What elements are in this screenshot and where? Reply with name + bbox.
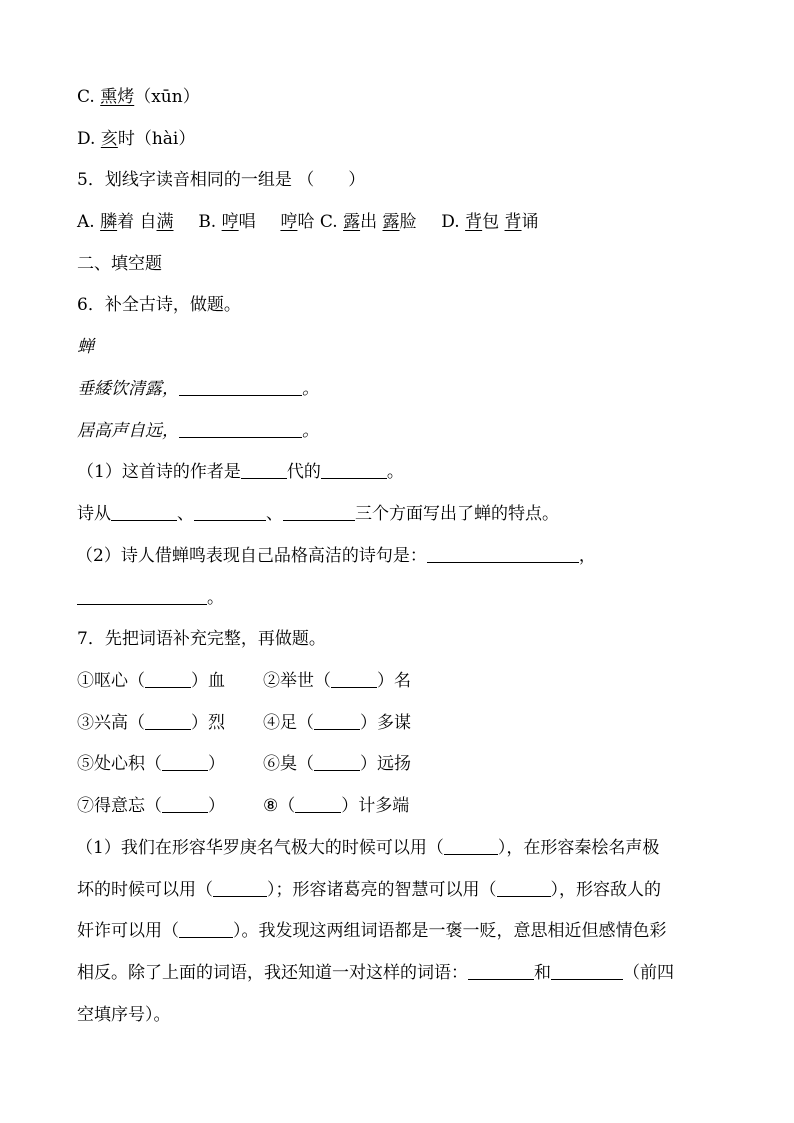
- q7-para-line-1: （1）我们在形容华罗庚名气极大的时候可以用（ ），在形容秦桧名声极: [76, 838, 660, 858]
- idiom-blank-4[interactable]: [314, 713, 360, 730]
- para-blank-4[interactable]: [179, 921, 233, 938]
- q6-sub1-line2: 诗从 、 、 三个方面写出了蝉的特点。: [77, 504, 559, 524]
- para-blank-1[interactable]: [444, 838, 498, 855]
- q7-para-line-4: 相反。除了上面的词语，我还知道一对这样的词语： 和 （前四: [77, 963, 674, 983]
- q7-row-4b: ⑧（ ）计多端: [263, 796, 410, 816]
- verse-blank-2[interactable]: [77, 588, 207, 605]
- idiom-blank-7[interactable]: [162, 796, 208, 813]
- idiom-blank-5[interactable]: [162, 754, 208, 771]
- q6-sub2: （2）诗人借蝉鸣表现自己品格高洁的诗句是： ，: [76, 546, 596, 566]
- poem-line-2: 居高声自远， 。: [77, 421, 319, 441]
- para-blank-2[interactable]: [213, 880, 267, 897]
- q7-stem: 7．先把词语补充完整，再做题。: [77, 629, 326, 649]
- section-title: 二、填空题: [77, 254, 162, 274]
- poem-blank-2[interactable]: [179, 421, 302, 438]
- author-blank[interactable]: [321, 462, 387, 479]
- verse-blank-1[interactable]: [427, 546, 579, 563]
- idiom-blank-1[interactable]: [145, 671, 191, 688]
- q4-option-c: C. 熏烤（xūn）: [77, 87, 200, 107]
- q7-row-1: ①呕心（ ）血: [77, 671, 225, 691]
- poem-title: 蝉: [77, 337, 94, 357]
- para-blank-3[interactable]: [497, 880, 551, 897]
- q7-row-2: ③兴高（ ）烈: [77, 713, 225, 733]
- aspect-blank-2[interactable]: [194, 504, 266, 521]
- q7-para-line-3: 奸诈可以用（ ）。我发现这两组词语都是一褒一贬，意思相近但感情色彩: [77, 921, 667, 941]
- idiom-blank-6[interactable]: [314, 754, 360, 771]
- idiom-blank-8[interactable]: [295, 796, 341, 813]
- q7-row-4: ⑦得意忘（ ）: [77, 796, 225, 816]
- q7-row-3b: ⑥臭（ ）远扬: [263, 754, 411, 774]
- q4-option-d: D. 亥时（hài）: [77, 129, 196, 149]
- q7-para-line-2: 坏的时候可以用（ ）；形容诸葛亮的智慧可以用（ ），形容敌人的: [77, 880, 661, 900]
- q6-stem: 6．补全古诗，做题。: [77, 295, 241, 315]
- q7-row-3: ⑤处心积（ ）: [77, 754, 225, 774]
- aspect-blank-1[interactable]: [111, 504, 177, 521]
- q5-options: A. 膦着 自满 B. 哼唱 哼哈 C. 露出 露脸 D. 背包 背诵: [77, 212, 539, 232]
- aspect-blank-3[interactable]: [283, 504, 355, 521]
- q5-stem: 5．划线字读音相同的一组是 （ ）: [77, 170, 366, 190]
- idiom-blank-2[interactable]: [331, 671, 377, 688]
- para-blank-6[interactable]: [551, 963, 623, 980]
- poem-line-1: 垂緌饮清露， 。: [77, 379, 319, 399]
- q7-row-2b: ④足（ ）多谋: [263, 713, 411, 733]
- idiom-blank-3[interactable]: [145, 713, 191, 730]
- dynasty-blank[interactable]: [241, 462, 287, 479]
- para-blank-5[interactable]: [468, 963, 534, 980]
- q6-sub1: （1）这首诗的作者是 代的 。: [77, 462, 404, 482]
- q7-row-1b: ②举世（ ）名: [263, 671, 411, 691]
- q4-c-word: 熏烤: [100, 87, 135, 107]
- q7-para-line-5: 空填序号）。: [77, 1005, 171, 1025]
- poem-blank-1[interactable]: [179, 379, 302, 396]
- q6-sub2-line2: 。: [77, 587, 224, 609]
